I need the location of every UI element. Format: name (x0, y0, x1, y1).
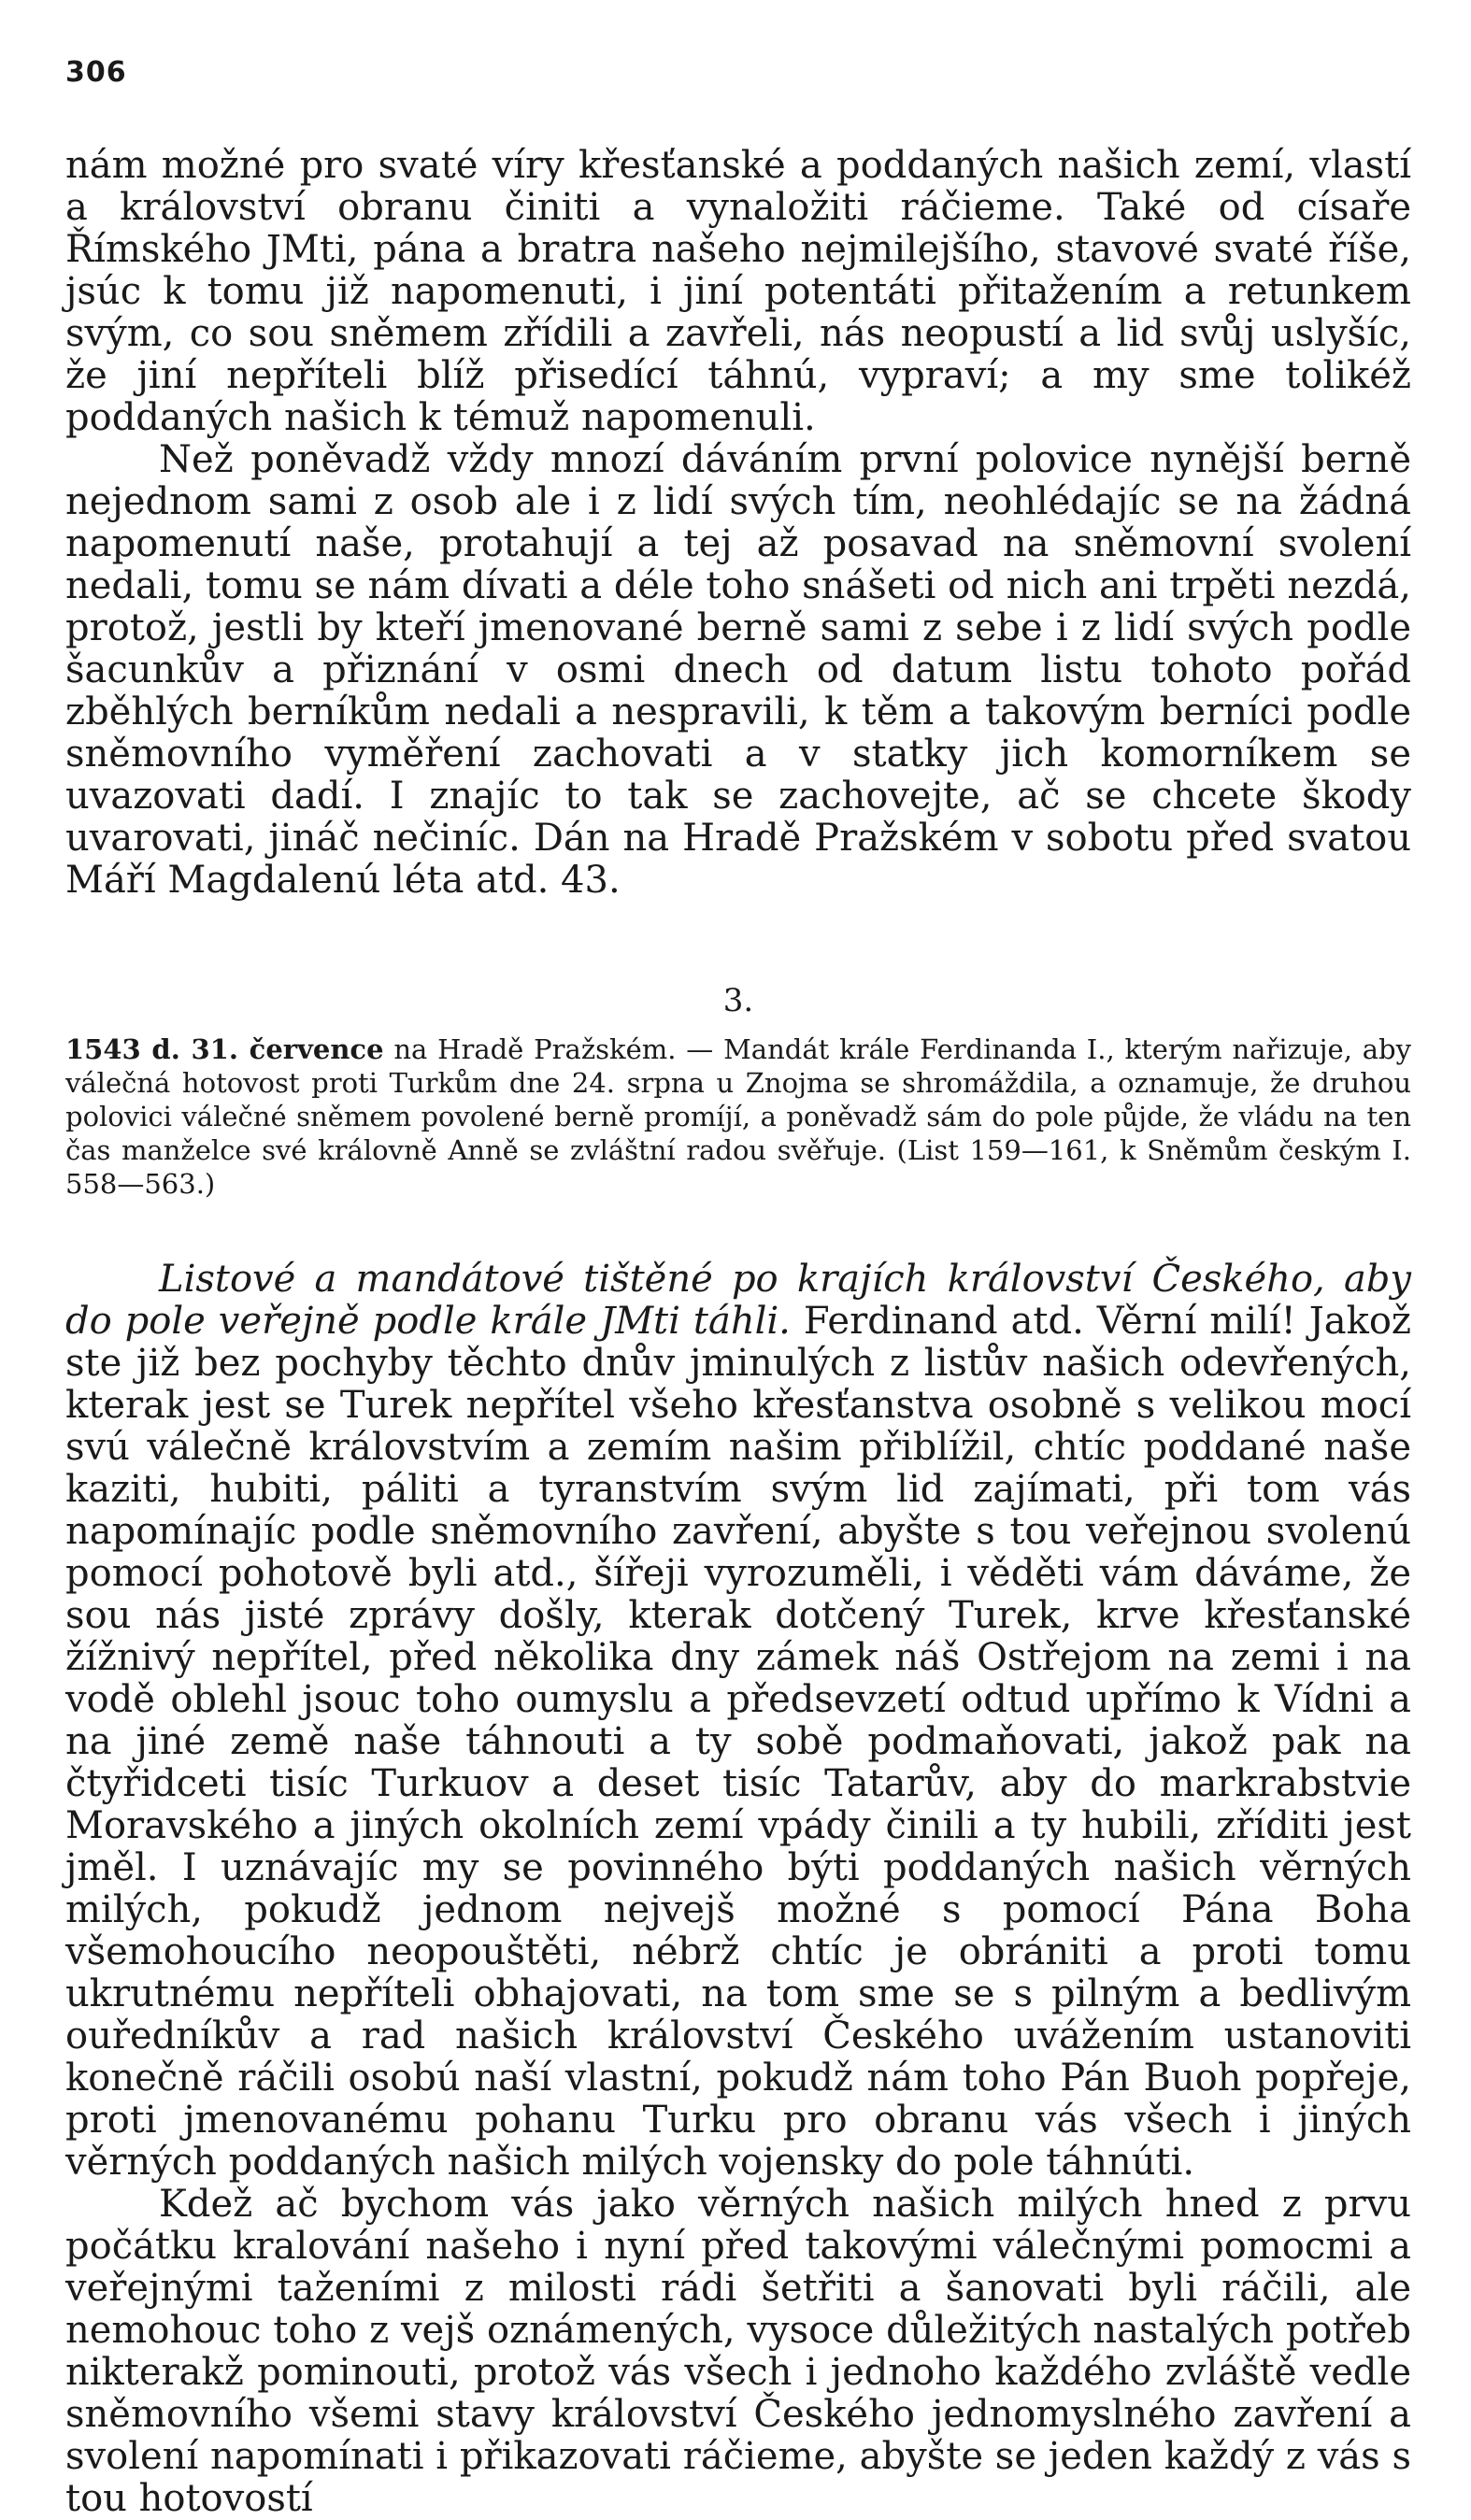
top-section (65, 145, 1411, 902)
document-body (65, 1259, 1411, 2520)
paragraph: Kdež ač bychom vás jako věrných našich milých hned z prvu počátku kralování našeho i nyní před takovými válečnými pomocmi a veřejnými taženími z milosti rádi šetřiti a šanovati byli ráčili, ale nemohouc toho z vejš oznámených, vysoce důležitých nastalých potřeb nikterakž pominouti, protož vás všech i jednoho každého zvláště vedle sněmovního všemi stavy království Českého jednomyslného zavření a svolení napomínati i přikazovati ráčieme, abyšte se jeden každý z vás s tou hotovostí (65, 2183, 1411, 2520)
paragraph (65, 1259, 1411, 2184)
paragraph-text: Ferdinand atd. Věrní milí! Jakož ste již bez pochyby těchto dnův jminulých z listův našich odevřených, kterak jest se Turek nepřítel všeho křesťanstva osobně s velikou mocí svú válečně královstvím a zemím našim přiblížil, chtíc poddané naše kaziti, hubiti, páliti a tyranstvím svým lid zajímati, při tom vás napomínajíc podle sněmovního zavření, abyšte s tou veřejnou svolenú pomocí pohotově byli atd., šířeji vyrozuměli, i věděti vám dáváme, že sou nás jisté zprávy došly, kterak dotčený Turek, krve křesťanské žížnivý nepřítel, před několika dny zámek náš Ostřejom na zemi i na vodě oblehl jsouc toho oumyslu a předsevzetí odtud upřímo k Vídni a na jiné země naše táhnouti a ty sobě podmaňovati, jakož pak na čtyřidceti tisíc Turkuov a deset tisíc Tatarův, aby do markrabstvie Moravského a jiných okolních zemí vpády činili a ty hubili, zříditi jest jměl. I uznávajíc my se povinného býti poddaných našich věrných milých, pokudž jednom nejvejš možné s pomocí Pána Boha všemohoucího neopouštěti, nébrž chtíc je obrániti a proti tomu ukrutnému nepříteli obhajovati, na tom sme se s pilným a bedlivým ouředníkův a rad našich království Českého uvážením ustanoviti konečně ráčili osobú naší vlastní, pokudž nám toho Pán Buoh popřeje, proti jmenovanému pohanu Turku pro obranu vás všech i jiných věrných poddaných našich milých vojensky do pole táhnúti. (65, 1300, 1411, 2184)
document-regest (65, 1032, 1411, 1201)
regest-text: na Hradě Pražském. — Mandát krále Ferdinanda I., kterým nařizuje, aby válečná hotovost proti Turkům dne 24. srpna u Znojma se shromáždila, a oznamuje, že druhou polovici válečné sněmem povolené berně promíjí, a poněvadž sám do pole půjde, že vládu na ten čas manželce své královně Anně se zvláštní radou svěřuje. (List 159—161, k Sněmům českým I. 558—563.) (65, 1033, 1411, 1200)
paragraph: Než poněvadž vždy mnozí dáváním první polovice nynější berně nejednom sami z osob ale i z lidí svých tím, neohlédajíc se na žádná napomenutí naše, protahují a tej až posavad na sněmovní svolení nedali, tomu se nám dívati a déle toho snášeti od nich ani trpěti nezdá, protož, jestli by kteří jmenované berně sami z sebe i z lidí svých podle šacunkův a přiznání v osmi dnech od datum listu tohoto pořád zběhlých berníkům nedali a nespravili, k těm a takovým berníci podle sněmovního vyměření zachovati a v statky jich komorníkem se uvazovati dadí. I znajíc to tak se zachovejte, ač se chcete škody uvarovati, jináč nečiníc. Dán na Hradě Pražském v sobotu před svatou Máří Magdalenú léta atd. 43. (65, 438, 1411, 902)
paragraph: nám možné pro svaté víry křesťanské a poddaných našich zemí, vlastí a království obranu činiti a vynaložiti ráčieme. Také od císaře Římského JMti, pána a bratra našeho nejmilejšího, stavové svaté říše, jsúc k tomu již napomenuti, i jiní potentáti přitažením a retunkem svým, co sou sněmem zřídili a zavřeli, nás neopustí a lid svůj uslyšíc, že jiní nepříteli blíž přisedící táhnú, vypraví; a my sme tolikéž poddaných našich k témuž napomenuli. (65, 144, 1411, 439)
page-number: 306 (65, 56, 127, 89)
section-number: 3. (722, 982, 754, 1019)
regest-date: 1543 d. 31. července (65, 1033, 384, 1065)
document-page (65, 56, 1411, 2520)
document-title-italic: Listové a mandátové tištěné po krajích království Českého, aby do pole veřejně podle krále JMti táhli. (65, 1258, 1411, 1343)
